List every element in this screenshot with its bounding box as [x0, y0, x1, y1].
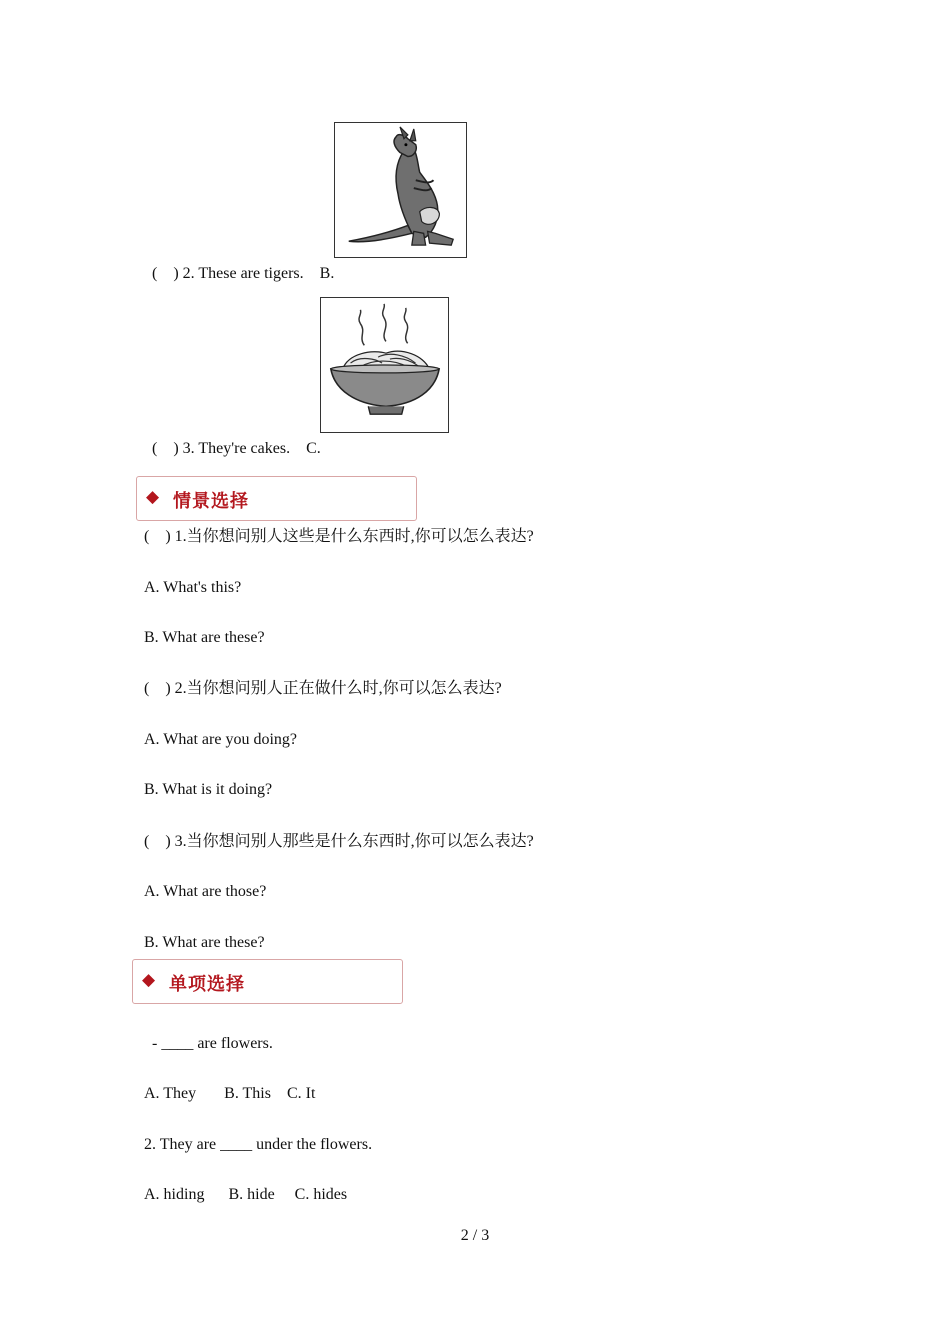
answer-paren: ( )	[152, 265, 179, 282]
option-line: A. hiding B. hide C. hides	[144, 1186, 348, 1203]
option-line: B. What are these?	[144, 934, 265, 951]
answer-paren: ( )	[152, 440, 179, 457]
question-line: ( ) 1.当你想问别人这些是什么东西时,你可以怎么表达?	[144, 528, 534, 545]
diamond-icon: ◆	[142, 970, 156, 990]
section-title: 情景选择	[173, 491, 249, 512]
option-line: A. What's this?	[144, 579, 242, 596]
question-line: 2. They are ____ under the flowers.	[144, 1136, 373, 1153]
kangaroo-icon	[335, 123, 466, 257]
match-item-2	[144, 244, 334, 284]
section-header-situational	[136, 476, 417, 521]
option-line: A. They B. This C. It	[144, 1085, 316, 1102]
option-line: A. What are you doing?	[144, 731, 297, 748]
diamond-icon: ◆	[146, 487, 160, 507]
question-line: ( ) 3.当你想问别人那些是什么东西时,你可以怎么表达?	[144, 833, 534, 850]
section-header-single-choice	[132, 959, 403, 1004]
option-line: B. What is it doing?	[144, 781, 273, 798]
page-number: 2 / 3	[460, 1227, 490, 1244]
option-line: A. What are those?	[144, 883, 267, 900]
question-line: - ____ are flowers.	[144, 1035, 273, 1052]
match-item-text: 3. They're cakes. C.	[178, 440, 321, 457]
kangaroo-image	[334, 122, 467, 258]
option-line: B. What are these?	[144, 629, 265, 646]
match-item-text: 2. These are tigers. B.	[178, 265, 335, 282]
noodle-bowl-icon	[321, 298, 448, 432]
question-line: ( ) 2.当你想问别人正在做什么时,你可以怎么表达?	[144, 680, 502, 697]
match-item-3	[144, 419, 321, 459]
noodle-bowl-image	[320, 297, 449, 433]
section-title: 单项选择	[169, 974, 245, 995]
